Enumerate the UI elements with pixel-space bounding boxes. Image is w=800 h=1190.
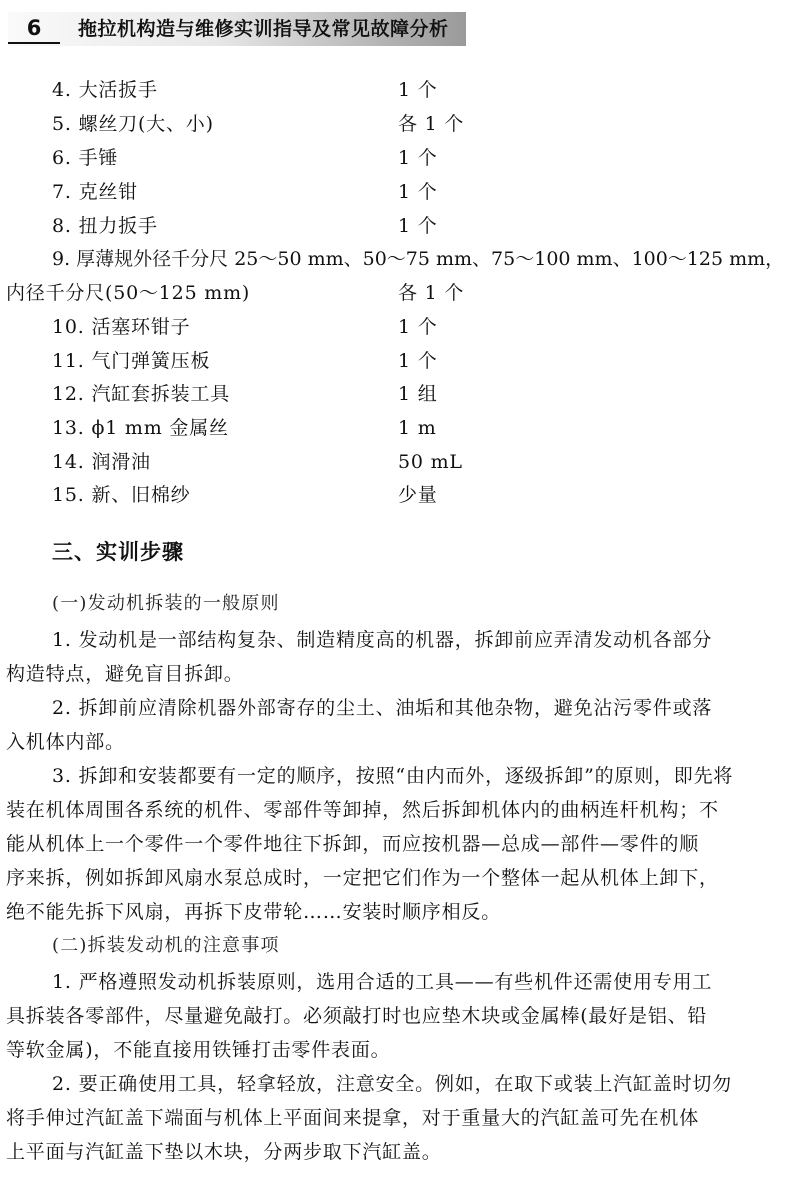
- paragraph-line: 2. 拆卸前应清除机器外部寄存的尘土、油垢和其他杂物，避免沾污零件或落: [52, 697, 713, 719]
- paragraph-line: 1. 严格遵照发动机拆装原则，选用合适的工具——有些机件还需使用专用工: [52, 971, 713, 993]
- paragraph-line: 等软金属)，不能直接用铁锤打击零件表面。: [6, 1039, 391, 1061]
- tool-item-name: 13. ϕ1 mm 金属丝: [52, 417, 229, 439]
- tool-item-name: 4. 大活扳手: [52, 79, 158, 101]
- paragraph-line: 入机体内部。: [6, 731, 125, 753]
- tool-item-name: 15. 新、旧棉纱: [52, 484, 191, 506]
- page-number: 6: [8, 14, 60, 44]
- paragraph-line: 序来拆，例如拆卸风扇水泵总成时，一定把它们作为一个整体一起从机体上卸下，: [6, 867, 719, 889]
- section-heading: 三、实训步骤: [52, 540, 184, 564]
- tool-item-name: 7. 克丝钳: [52, 181, 138, 203]
- tool-item-qty: 1 m: [398, 417, 437, 439]
- tool-item-name: 12. 汽缸套拆装工具: [52, 383, 231, 405]
- tool-item-name: 14. 润滑油: [52, 451, 151, 473]
- tool-item-name: 5. 螺丝刀(大、小): [52, 113, 214, 135]
- paragraph-line: 3. 拆卸和安装都要有一定的顺序，按照“由内而外，逐级拆卸”的原则，即先将: [52, 765, 734, 787]
- tool-item-qty: 1 个: [398, 350, 438, 372]
- tool-item-name: 6. 手锤: [52, 147, 119, 169]
- tool-item-qty: 1 个: [398, 215, 438, 237]
- tool-item-name: 9. 厚薄规外径千分尺 25～50 mm、50～75 mm、75～100 mm、100～125 mm，: [52, 248, 785, 270]
- subsection-heading: (一)发动机拆装的一般原则: [52, 593, 280, 614]
- running-title: 拖拉机构造与维修实训指导及常见故障分析: [78, 18, 449, 40]
- paragraph-line: 装在机体周围各系统的机件、零部件等卸掉，然后拆卸机体内的曲柄连杆机构；不: [6, 799, 719, 821]
- tool-item-qty: 各 1 个: [398, 282, 465, 304]
- paragraph-line: 构造特点，避免盲目拆卸。: [6, 663, 244, 685]
- tool-item-qty: 1 个: [398, 316, 438, 338]
- paragraph-line: 绝不能先拆下风扇，再拆下皮带轮……安装时顺序相反。: [6, 901, 502, 923]
- paragraph-line: 具拆装各零部件，尽量避免敲打。必须敲打时也应垫木块或金属棒(最好是铝、铅: [6, 1005, 708, 1027]
- tool-item-qty: 1 个: [398, 147, 438, 169]
- tool-item-name: 8. 扭力扳手: [52, 215, 158, 237]
- tool-item-name: 10. 活塞环钳子: [52, 316, 191, 338]
- tool-item-qty: 少量: [398, 484, 438, 506]
- subsection-heading: (二)拆装发动机的注意事项: [52, 935, 280, 956]
- tool-item-qty: 1 组: [398, 383, 438, 405]
- paragraph-line: 上平面与汽缸盖下垫以木块，分两步取下汽缸盖。: [6, 1141, 442, 1163]
- tool-item-name: 11. 气门弹簧压板: [52, 350, 211, 372]
- tool-item-qty: 1 个: [398, 181, 438, 203]
- paragraph-line: 将手伸过汽缸盖下端面与机体上平面间来提拿，对于重量大的汽缸盖可先在机体: [6, 1107, 700, 1129]
- tool-item-qty: 1 个: [398, 79, 438, 101]
- paragraph-line: 2. 要正确使用工具，轻拿轻放，注意安全。例如，在取下或装上汽缸盖时切勿: [52, 1073, 732, 1095]
- paragraph-line: 能从机体上一个零件一个零件地往下拆卸，而应按机器—总成—部件—零件的顺: [6, 833, 700, 855]
- tool-item-qty: 50 mL: [398, 451, 463, 473]
- tool-item-name-continued: 内径千分尺(50～125 mm): [6, 282, 251, 304]
- tool-item-qty: 各 1 个: [398, 113, 465, 135]
- paragraph-line: 1. 发动机是一部结构复杂、制造精度高的机器，拆卸前应弄清发动机各部分: [52, 629, 713, 651]
